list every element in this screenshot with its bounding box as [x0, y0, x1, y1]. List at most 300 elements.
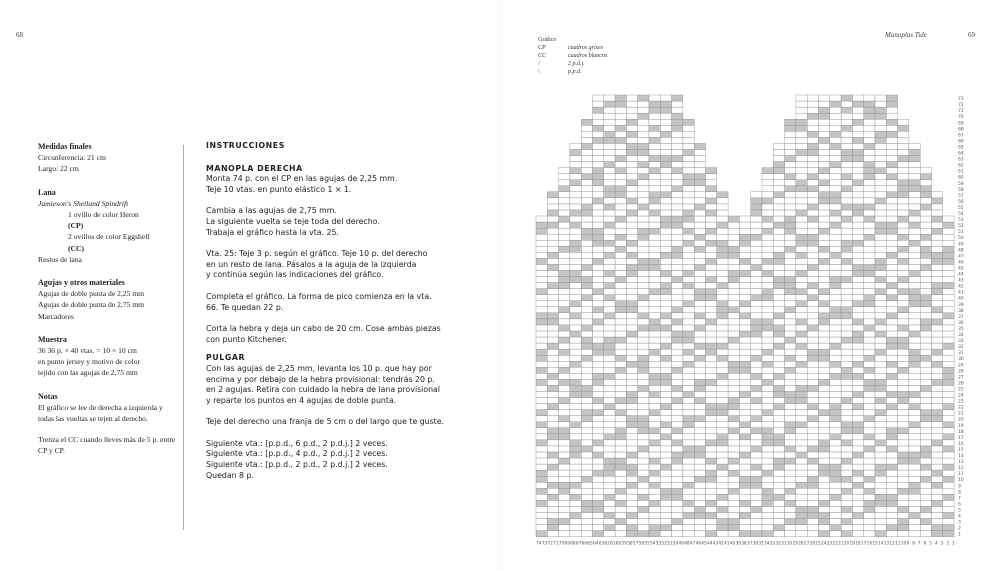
- chart-cell: [660, 180, 671, 186]
- chart-cell: [852, 125, 863, 131]
- chart-cell: [751, 361, 762, 367]
- chart-cell: [796, 186, 807, 192]
- row-number: 44: [958, 272, 964, 278]
- chart-cell: [807, 119, 818, 125]
- chart-cell: [570, 258, 581, 264]
- chart-cell: [593, 367, 604, 373]
- chart-cell: [932, 373, 943, 379]
- chart-cell: [660, 149, 671, 155]
- chart-cell: [773, 385, 784, 391]
- chart-cell: [559, 246, 570, 252]
- chart-cell: [593, 476, 604, 482]
- chart-cell: [830, 398, 841, 404]
- chart-cell: [604, 264, 615, 270]
- chart-cell: [762, 506, 773, 512]
- chart-cell: [694, 391, 705, 397]
- chart-cell: [593, 410, 604, 416]
- chart-cell: [604, 125, 615, 131]
- chart-cell: [886, 458, 897, 464]
- chart-cell: [536, 349, 547, 355]
- chart-cell: [841, 337, 852, 343]
- chart-cell: [886, 174, 897, 180]
- chart-cell: [660, 313, 671, 319]
- chart-cell: [728, 476, 739, 482]
- chart-cell: [852, 228, 863, 234]
- chart-cell: [807, 398, 818, 404]
- chart-cell: [672, 440, 683, 446]
- chart-cell: [909, 264, 920, 270]
- chart-cell: [717, 410, 728, 416]
- chart-cell: [875, 458, 886, 464]
- chart-cell: [943, 270, 954, 276]
- chart-cell: [536, 325, 547, 331]
- chart-cell: [819, 289, 830, 295]
- chart-cell: [604, 186, 615, 192]
- chart-cell: [615, 301, 626, 307]
- chart-cell: [762, 367, 773, 373]
- chart-cell: [796, 428, 807, 434]
- chart-cell: [638, 361, 649, 367]
- chart-cell: [875, 192, 886, 198]
- chart-cell: [751, 198, 762, 204]
- chart-cell: [807, 174, 818, 180]
- row-number: 34: [958, 333, 964, 338]
- chart-cell: [864, 428, 875, 434]
- chart-cell: [694, 373, 705, 379]
- chart-cell: [593, 452, 604, 458]
- chart-cell: [909, 307, 920, 313]
- chart-cell: [920, 186, 931, 192]
- chart-cell: [830, 385, 841, 391]
- chart-cell: [762, 512, 773, 518]
- chart-cell: [570, 422, 581, 428]
- chart-cell: [852, 156, 863, 162]
- chart-cell: [875, 295, 886, 301]
- chart-cell: [898, 289, 909, 295]
- chart-cell: [649, 186, 660, 192]
- chart-cell: [830, 440, 841, 446]
- chart-cell: [762, 337, 773, 343]
- chart-cell: [807, 222, 818, 228]
- chart-cell: [706, 410, 717, 416]
- chart-cell: [706, 234, 717, 240]
- column-number: 52: [661, 541, 667, 547]
- chart-cell: [819, 307, 830, 313]
- chart-cell: [683, 519, 694, 525]
- chart-cell: [773, 494, 784, 500]
- column-number: 38: [741, 541, 747, 547]
- chart-cell: [604, 464, 615, 470]
- chart-cell: [875, 119, 886, 125]
- chart-cell: [785, 349, 796, 355]
- chart-cell: [785, 289, 796, 295]
- chart-cell: [570, 277, 581, 283]
- chart-cell: [773, 440, 784, 446]
- chart-cell: [547, 355, 558, 361]
- chart-cell: [728, 216, 739, 222]
- chart-cell: [570, 143, 581, 149]
- chart-cell: [694, 355, 705, 361]
- chart-cell: [773, 434, 784, 440]
- instructions-column: [206, 141, 496, 492]
- chart-cell: [932, 452, 943, 458]
- chart-cell: [739, 500, 750, 506]
- chart-cell: [672, 482, 683, 488]
- chart-cell: [886, 512, 897, 518]
- chart-cell: [638, 512, 649, 518]
- row-number: 33: [958, 339, 964, 345]
- chart-cell: [570, 482, 581, 488]
- chart-cell: [626, 506, 637, 512]
- chart-cell: [852, 476, 863, 482]
- chart-cell: [706, 168, 717, 174]
- chart-cell: [604, 143, 615, 149]
- chart-cell: [694, 398, 705, 404]
- chart-cell: [649, 295, 660, 301]
- chart-cell: [886, 391, 897, 397]
- chart-cell: [728, 337, 739, 343]
- chart-cell: [626, 143, 637, 149]
- chart-cell: [604, 216, 615, 222]
- chart-cell: [683, 476, 694, 482]
- spec-line: 36 36 p. × 40 vtas. = 10 × 10 cm: [38, 346, 137, 356]
- chart-cell: [819, 440, 830, 446]
- chart-cell: [785, 119, 796, 125]
- chart-cell: [638, 95, 649, 101]
- chart-cell: [694, 258, 705, 264]
- chart-cell: [728, 349, 739, 355]
- chart-cell: [660, 391, 671, 397]
- chart-cell: [593, 162, 604, 168]
- column-number: 37: [746, 541, 753, 547]
- chart-cell: [751, 391, 762, 397]
- chart-cell: [932, 289, 943, 295]
- chart-cell: [796, 192, 807, 198]
- chart-cell: [672, 500, 683, 506]
- row-number: 67: [958, 133, 964, 139]
- chart-cell: [898, 398, 909, 404]
- chart-cell: [819, 228, 830, 234]
- chart-cell: [638, 131, 649, 137]
- chart-cell: [706, 180, 717, 186]
- chart-cell: [615, 113, 626, 119]
- chart-cell: [728, 319, 739, 325]
- chart-cell: [830, 379, 841, 385]
- chart-cell: [581, 198, 592, 204]
- chart-cell: [841, 422, 852, 428]
- chart-cell: [898, 349, 909, 355]
- chart-cell: [536, 240, 547, 246]
- chart-cell: [604, 385, 615, 391]
- chart-cell: [909, 252, 920, 258]
- page-number-left: 68: [16, 31, 23, 39]
- chart-cell: [785, 131, 796, 137]
- chart-cell: [581, 180, 592, 186]
- chart-cell: [717, 234, 728, 240]
- chart-cell: [672, 519, 683, 525]
- chart-cell: [536, 264, 547, 270]
- chart-cell: [886, 216, 897, 222]
- chart-cell: [604, 500, 615, 506]
- chart-cell: [672, 404, 683, 410]
- column-number: 65: [587, 541, 593, 547]
- chart-cell: [762, 416, 773, 422]
- chart-cell: [581, 186, 592, 192]
- column-number: 43: [712, 541, 719, 547]
- chart-cell: [717, 264, 728, 270]
- chart-cell: [581, 337, 592, 343]
- spec-title: Medidas finales: [38, 142, 92, 151]
- chart-cell: [796, 216, 807, 222]
- chart-cell: [932, 337, 943, 343]
- chart-cell: [807, 246, 818, 252]
- chart-cell: [920, 234, 931, 240]
- chart-cell: [672, 343, 683, 349]
- chart-cell: [559, 428, 570, 434]
- chart-cell: [909, 391, 920, 397]
- chart-cell: [830, 488, 841, 494]
- chart-cell: [762, 216, 773, 222]
- chart-cell: [559, 174, 570, 180]
- chart-cell: [739, 422, 750, 428]
- chart-cell: [819, 398, 830, 404]
- chart-cell: [875, 301, 886, 307]
- chart-cell: [570, 270, 581, 276]
- chart-cell: [830, 216, 841, 222]
- chart-cell: [683, 228, 694, 234]
- chart-cell: [570, 343, 581, 349]
- chart-cell: [909, 452, 920, 458]
- column-number: 72: [547, 541, 553, 547]
- chart-cell: [581, 119, 592, 125]
- chart-cell: [604, 379, 615, 385]
- chart-cell: [785, 531, 796, 537]
- chart-cell: [898, 240, 909, 246]
- chart-cell: [559, 168, 570, 174]
- chart-cell: [638, 222, 649, 228]
- chart-cell: [649, 131, 660, 137]
- chart-cell: [593, 404, 604, 410]
- chart-cell: [660, 452, 671, 458]
- chart-cell: [796, 355, 807, 361]
- chart-cell: [649, 440, 660, 446]
- chart-cell: [683, 258, 694, 264]
- row-number: 24: [958, 393, 964, 399]
- chart-cell: [728, 416, 739, 422]
- chart-cell: [717, 210, 728, 216]
- row-number: 46: [958, 260, 964, 266]
- column-number: 18: [855, 541, 861, 547]
- chart-cell: [615, 174, 626, 180]
- chart-cell: [728, 458, 739, 464]
- instruction-paragraph: Vta. 25: Teje 3 p. según el gráfico. Teje 10 p. del derecho en un resto de lana. Pásalos a la aguja de la izquierda y continúa según las indicaciones del gráfico.: [206, 249, 428, 280]
- chart-cell: [694, 252, 705, 258]
- chart-cell: [559, 531, 570, 537]
- row-number: 2: [958, 526, 961, 532]
- chart-cell: [751, 494, 762, 500]
- chart-cell: [852, 222, 863, 228]
- chart-cell: [604, 149, 615, 155]
- chart-cell: [593, 458, 604, 464]
- chart-cell: [773, 361, 784, 367]
- chart-cell: [593, 210, 604, 216]
- chart-cell: [751, 349, 762, 355]
- chart-cell: [796, 337, 807, 343]
- chart-cell: [547, 252, 558, 258]
- chart-cell: [785, 361, 796, 367]
- chart-cell: [683, 204, 694, 210]
- chart-cell: [717, 398, 728, 404]
- chart-cell: [943, 313, 954, 319]
- chart-cell: [604, 107, 615, 113]
- chart-cell: [909, 162, 920, 168]
- chart-cell: [785, 234, 796, 240]
- chart-cell: [706, 500, 717, 506]
- chart-cell: [570, 234, 581, 240]
- chart-cell: [909, 355, 920, 361]
- chart-cell: [819, 331, 830, 337]
- chart-cell: [807, 192, 818, 198]
- row-number: 6: [958, 502, 961, 508]
- chart-cell: [886, 168, 897, 174]
- chart-cell: [683, 264, 694, 270]
- chart-cell: [581, 452, 592, 458]
- chart-cell: [932, 512, 943, 518]
- chart-cell: [796, 458, 807, 464]
- chart-cell: [728, 385, 739, 391]
- chart-cell: [920, 174, 931, 180]
- chart-cell: [920, 222, 931, 228]
- chart-cell: [819, 216, 830, 222]
- chart-cell: [830, 476, 841, 482]
- row-number: 73: [958, 97, 964, 103]
- chart-cell: [626, 349, 637, 355]
- chart-cell: [875, 283, 886, 289]
- chart-cell: [706, 301, 717, 307]
- chart-cell: [717, 216, 728, 222]
- row-number: 48: [958, 248, 964, 254]
- chart-cell: [875, 204, 886, 210]
- row-number: 14: [958, 454, 964, 459]
- chart-cell: [909, 488, 920, 494]
- row-number: 32: [958, 345, 964, 351]
- chart-cell: [751, 379, 762, 385]
- chart-cell: [762, 464, 773, 470]
- chart-cell: [943, 422, 954, 428]
- column-number: 47: [689, 541, 696, 547]
- chart-cell: [581, 125, 592, 131]
- chart-cell: [785, 404, 796, 410]
- chart-cell: [604, 506, 615, 512]
- chart-cell: [830, 95, 841, 101]
- chart-cell: [864, 168, 875, 174]
- chart-cell: [536, 234, 547, 240]
- row-number: 39: [958, 302, 964, 308]
- chart-cell: [864, 410, 875, 416]
- chart-cell: [796, 349, 807, 355]
- chart-cell: [875, 95, 886, 101]
- chart-cell: [807, 216, 818, 222]
- chart-cell: [841, 295, 852, 301]
- chart-cell: [751, 228, 762, 234]
- chart-cell: [841, 222, 852, 228]
- chart-cell: [536, 337, 547, 343]
- chart-cell: [785, 428, 796, 434]
- chart-cell: [593, 107, 604, 113]
- chart-cell: [909, 198, 920, 204]
- chart-cell: [898, 422, 909, 428]
- chart-cell: [694, 204, 705, 210]
- chart-cell: [819, 192, 830, 198]
- chart-cell: [694, 385, 705, 391]
- chart-cell: [638, 531, 649, 537]
- spec-line: en punto jersey y motivo de color: [38, 357, 141, 367]
- chart-cell: [886, 107, 897, 113]
- chart-cell: [547, 313, 558, 319]
- chart-cell: [683, 246, 694, 252]
- chart-cell: [773, 464, 784, 470]
- chart-cell: [830, 422, 841, 428]
- chart-cell: [875, 512, 886, 518]
- chart-cell: [683, 355, 694, 361]
- chart-cell: [785, 168, 796, 174]
- chart-cell: [536, 331, 547, 337]
- chart-cell: [660, 361, 671, 367]
- chart-cell: [920, 367, 931, 373]
- chart-cell: [819, 131, 830, 137]
- chart-cell: [898, 464, 909, 470]
- chart-cell: [604, 156, 615, 162]
- chart-cell: [852, 452, 863, 458]
- chart-cell: [536, 258, 547, 264]
- column-number: 27: [803, 541, 810, 547]
- chart-cell: [943, 222, 954, 228]
- chart-cell: [683, 125, 694, 131]
- chart-cell: [875, 156, 886, 162]
- chart-cell: [785, 434, 796, 440]
- chart-cell: [706, 258, 717, 264]
- chart-cell: [672, 264, 683, 270]
- row-number: 16: [958, 441, 964, 447]
- chart-cell: [649, 349, 660, 355]
- chart-cell: [807, 373, 818, 379]
- instruction-paragraph: Corta la hebra y deja un cabo de 20 cm. Cose ambas piezas con punto Kitchener.: [206, 324, 441, 344]
- chart-cell: [886, 143, 897, 149]
- chart-cell: [739, 434, 750, 440]
- chart-cell: [841, 283, 852, 289]
- column-number: 69: [564, 541, 570, 547]
- chart-cell: [638, 391, 649, 397]
- chart-cell: [830, 319, 841, 325]
- chart-cell: [943, 277, 954, 283]
- chart-cell: [660, 295, 671, 301]
- chart-cell: [785, 264, 796, 270]
- chart-cell: [593, 277, 604, 283]
- chart-cell: [717, 192, 728, 198]
- chart-cell: [852, 404, 863, 410]
- chart-cell: [920, 319, 931, 325]
- chart-cell: [536, 482, 547, 488]
- chart-cell: [536, 416, 547, 422]
- chart-cell: [536, 283, 547, 289]
- chart-cell: [785, 379, 796, 385]
- chart-cell: [593, 192, 604, 198]
- chart-cell: [875, 525, 886, 531]
- chart-cell: [807, 295, 818, 301]
- chart-cell: [672, 137, 683, 143]
- chart-cell: [683, 283, 694, 289]
- chart-cell: [660, 186, 671, 192]
